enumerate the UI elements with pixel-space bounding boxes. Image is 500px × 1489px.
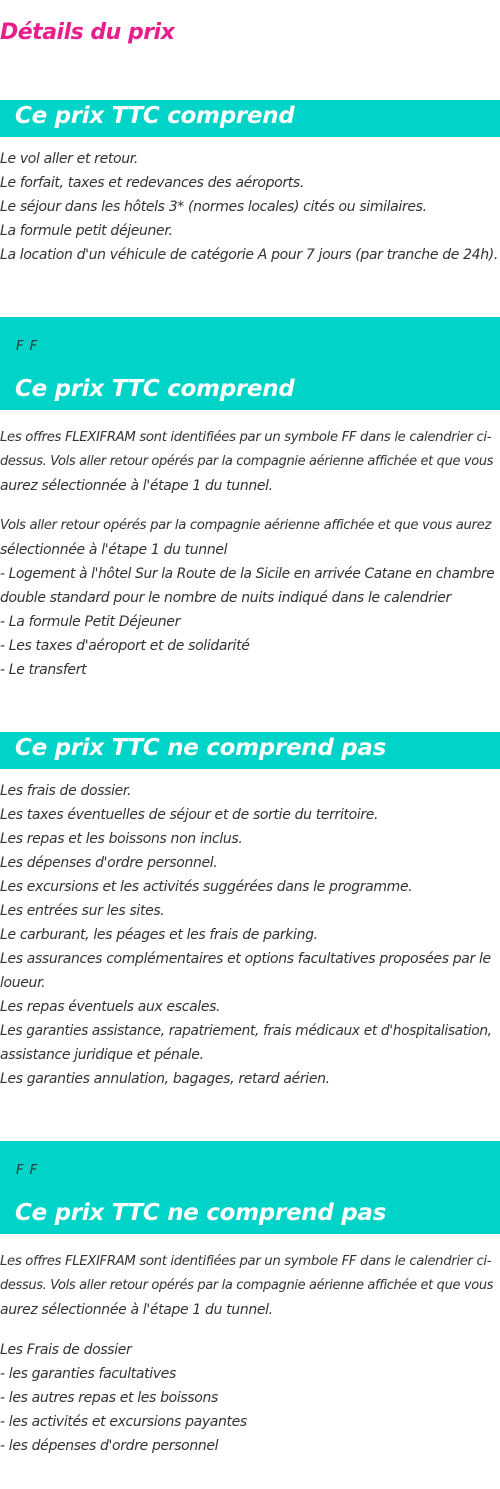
text-line: Les offres FLEXIFRAM sont identifiées par un symbole FF dans le calendrier ci- <box>0 1254 492 1269</box>
text-line: La formule petit déjeuner. <box>0 223 173 239</box>
text-line: Le carburant, les péages et les frais de parking. <box>0 927 318 943</box>
page-title: Détails du prix <box>0 20 175 45</box>
text-line: - La formule Petit Déjeuner <box>0 614 180 630</box>
text-line: Les Frais de dossier <box>0 1342 132 1358</box>
text-line: - Logement à l'hôtel Sur la Route de la Sicile en arrivée Catane en chambre <box>0 566 495 582</box>
text-line: La location d'un véhicule de catégorie A pour 7 jours (par tranche de 24h). <box>0 247 498 263</box>
text-line: Les dépenses d'ordre personnel. <box>0 855 218 871</box>
text-line: Vols aller retour opérés par la compagnie aérienne affichée et que vous aurez <box>0 518 492 533</box>
text-line: assistance juridique et pénale. <box>0 1047 204 1063</box>
text-line: dessus. Vols aller retour opérés par la compagnie aérienne affichée et que vous <box>0 1278 494 1293</box>
text-line: sélectionnée à l'étape 1 du tunnel <box>0 542 228 558</box>
section-band <box>0 1141 500 1234</box>
text-line: - les garanties facultatives <box>0 1366 176 1382</box>
text-line: aurez sélectionnée à l'étape 1 du tunnel. <box>0 1302 273 1318</box>
section-paragraph <box>0 514 500 682</box>
text-line: - Les taxes d'aéroport et de solidarité <box>0 638 250 654</box>
section-paragraph <box>0 779 500 1091</box>
section-heading: Ce prix TTC ne comprend pas <box>15 1200 387 1226</box>
section-paragraph <box>0 1250 500 1322</box>
text-line: Le forfait, taxes et redevances des aéroports. <box>0 175 304 191</box>
text-line: Les taxes éventuelles de séjour et de sortie du territoire. <box>0 807 379 823</box>
text-line: Les excursions et les activités suggérées dans le programme. <box>0 879 413 895</box>
text-line: Les frais de dossier. <box>0 783 132 799</box>
text-line: - les activités et excursions payantes <box>0 1414 247 1430</box>
text-line: Les garanties annulation, bagages, retard aérien. <box>0 1071 330 1087</box>
section-band <box>0 100 500 137</box>
section-heading: Ce prix TTC comprend <box>15 103 295 129</box>
ff-badge: F F <box>16 1163 39 1178</box>
section-paragraph <box>0 1338 500 1458</box>
text-line: Le vol aller et retour. <box>0 151 138 167</box>
section-paragraph <box>0 147 500 267</box>
text-line: double standard pour le nombre de nuits indiqué dans le calendrier <box>0 590 451 606</box>
section-band <box>0 317 500 410</box>
text-line: - les autres repas et les boissons <box>0 1390 218 1406</box>
text-line: aurez sélectionnée à l'étape 1 du tunnel. <box>0 478 273 494</box>
text-line: Les garanties assistance, rapatriement, frais médicaux et d'hospitalisation, <box>0 1023 492 1039</box>
text-line: Le séjour dans les hôtels 3* (normes locales) cités ou similaires. <box>0 199 427 215</box>
text-line: loueur. <box>0 975 46 991</box>
text-line: Les offres FLEXIFRAM sont identifiées par un symbole FF dans le calendrier ci- <box>0 430 492 445</box>
section-paragraph <box>0 426 500 498</box>
text-line: - Le transfert <box>0 662 87 678</box>
text-line: - les dépenses d'ordre personnel <box>0 1438 219 1454</box>
section-band <box>0 732 500 769</box>
text-line: Les entrées sur les sites. <box>0 903 165 919</box>
ff-badge: F F <box>16 339 39 354</box>
section-heading: Ce prix TTC comprend <box>15 376 295 402</box>
section-heading: Ce prix TTC ne comprend pas <box>15 735 387 761</box>
text-line: dessus. Vols aller retour opérés par la compagnie aérienne affichée et que vous <box>0 454 494 469</box>
text-line: Les repas et les boissons non inclus. <box>0 831 243 847</box>
text-line: Les assurances complémentaires et options facultatives proposées par le <box>0 951 491 967</box>
text-line: Les repas éventuels aux escales. <box>0 999 221 1015</box>
